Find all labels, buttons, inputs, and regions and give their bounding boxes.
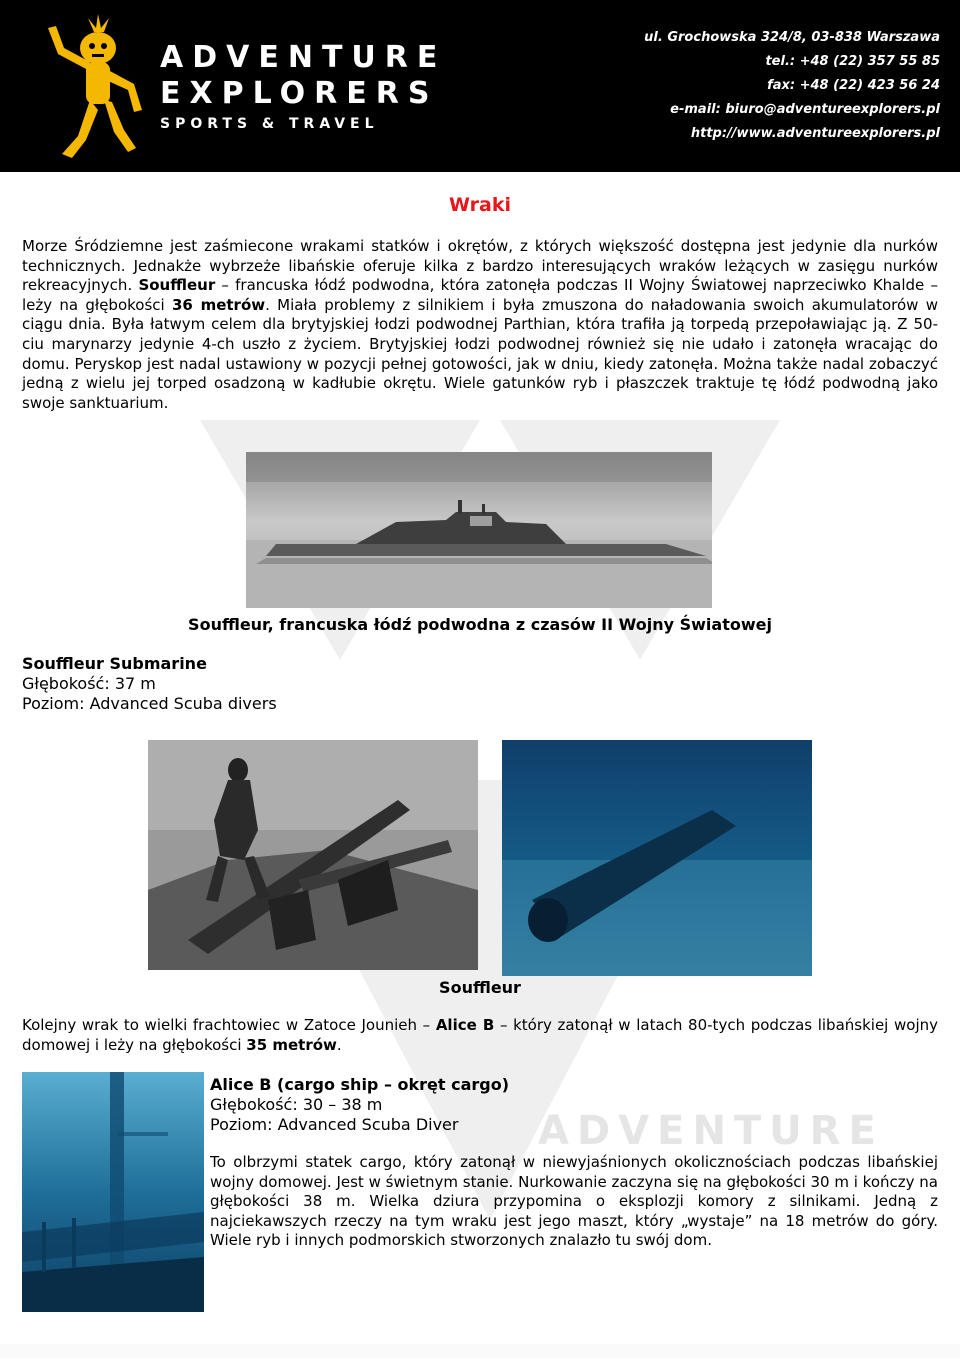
intro-text-1: Morze Śródziemne jest zaśmiecone wrakami statków i okrętów, z których większość dostępna jest jedynie dla nurków technicznych. Jednakże wybrzeże libańskie oferuje kilka z bardzo interesujących wraków leżących w zasięgu nurków rekreacyjnych.: [22, 237, 938, 295]
contact-website[interactable]: http://www.adventureexplorers.pl: [690, 126, 940, 141]
souffleur-depth: Głębokość: 37 m: [22, 674, 156, 693]
souffleur-name: Souffleur Submarine: [22, 654, 207, 673]
watermark-text: ADVENTURE: [538, 1108, 884, 1154]
alice-intro-paragraph: [22, 1016, 938, 1055]
alice-b-wreck-photo: [22, 1072, 204, 1312]
contact-tel: tel.: +48 (22) 357 55 85: [765, 54, 940, 69]
contact-email[interactable]: e-mail: biuro@adventureexplorers.pl: [670, 102, 940, 117]
intro-paragraph: [22, 237, 938, 413]
brand-tagline: SPORTS & TRAVEL: [160, 116, 379, 132]
alice-depth: Głębokość: 30 – 38 m: [210, 1095, 383, 1114]
souffleur-info: [22, 654, 277, 714]
contact-address: ul. Grochowska 324/8, 03-838 Warszawa: [644, 30, 940, 45]
alice-info: [210, 1075, 509, 1135]
alice-description: To olbrzymi statek cargo, który zatonął w niewyjaśnionych okolicznościach podczas libańskiej wojny domowej. Jest w świetnym stanie. Nurkowanie zaczyna się na głębokości 30 m i kończy na głębokości 38 m. Wielka dziura przypomina o eksplozji komory z silnikami. Jedną z najciekawszych rzeczy na tym wraku jest jego maszt, który „wystaje” na 18 metrów do góry. Wiele ryb i innych podmorskich stworzonych znalazło tu swój dom.: [210, 1153, 938, 1250]
alice-intro-text-1: Kolejny wrak to wielki frachtowiec w Zatoce Jounieh –: [22, 1016, 436, 1034]
alice-name: Alice B (cargo ship – okręt cargo): [210, 1075, 510, 1094]
brand-name-line2: EXPLORERS: [160, 76, 439, 111]
header-banner: [0, 0, 960, 172]
alice-intro-bold-name: Alice B: [435, 1016, 495, 1034]
diver-wreck-photo: [148, 740, 478, 970]
alice-intro-text-3: .: [336, 1035, 342, 1054]
footer-bar: [0, 1344, 960, 1358]
intro-bold-depth: 36 metrów: [171, 295, 266, 314]
photo-pair-caption: Souffleur: [439, 978, 521, 997]
alice-intro-bold-depth: 35 metrów: [246, 1035, 337, 1054]
alice-level: Poziom: Advanced Scuba Diver: [210, 1115, 459, 1134]
contact-block: [644, 26, 940, 146]
submarine-surface-photo: [246, 452, 712, 608]
photo1-caption: Souffleur, francuska łódź podwodna z czasów II Wojny Światowej: [188, 615, 772, 634]
alice-intro-text-2: – który zatonął w latach 80-tych podczas libańskiej wojny domowej i leży na głębokości: [22, 1016, 938, 1054]
intro-text-3: . Miała problemy z silnikiem i była zmuszona do naładowania swoich akumulatorów w ciągu dnia. Była łatwym celem dla brytyjskiej łodzi podwodnej Parthian, która trafiła ją torpedą przepoławiając ją. Z 50-ciu marynarzy jedynie 4-ch uszło z życiem. Brytyjskiej łodzi podwodnej również się nie udało i zatonęła wracając do domu. Peryskop jest nadal ustawiony w pozycji pełnej gotowości, jak w dniu, kiedy zatonęła. Można także nadal zobaczyć jedną z wielu jej torped osadzoną w kadłubie okrętu. Wiele gatunków ryb i płaszczek traktuje tę łódź podwodną jako swoje sanktuarium.: [22, 295, 938, 412]
tribal-figure-icon: [42, 14, 152, 164]
page-title: Wraki: [449, 194, 511, 216]
souffleur-level: Poziom: Advanced Scuba divers: [22, 694, 277, 713]
torpedo-seabed-photo: [502, 740, 812, 976]
contact-fax: fax: +48 (22) 423 56 24: [767, 78, 940, 93]
brand-name-line1: ADVENTURE: [160, 40, 447, 75]
intro-bold-souffleur: Souffleur: [138, 276, 216, 295]
intro-text-2: – francuska łódź podwodna, która zatonęła podczas II Wojny Światowej naprzeciwko Khalde – leży na głębokości: [22, 276, 938, 314]
